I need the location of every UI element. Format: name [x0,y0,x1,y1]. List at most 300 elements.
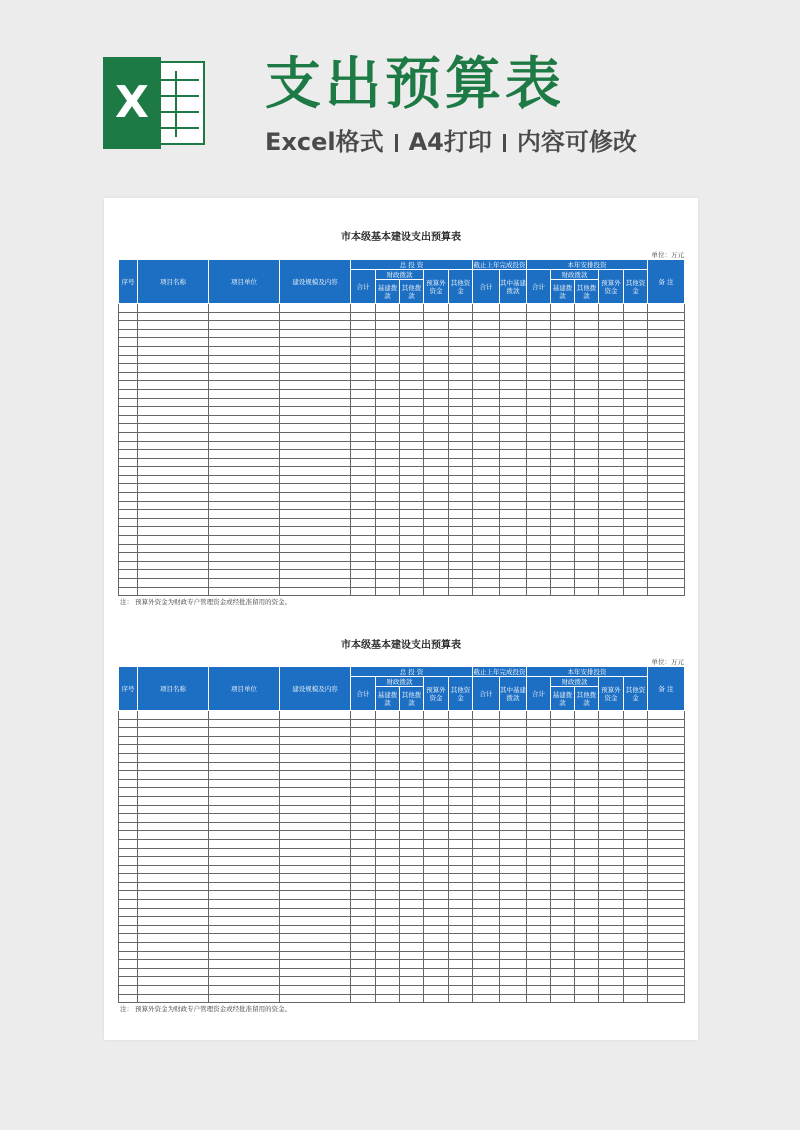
table-cell[interactable] [400,934,424,943]
table-cell[interactable] [551,831,575,840]
table-cell[interactable] [400,711,424,720]
table-cell[interactable] [624,968,648,977]
table-cell[interactable] [209,753,280,762]
table-cell[interactable] [280,814,351,823]
table-cell[interactable] [351,536,376,545]
table-cell[interactable] [138,321,209,330]
table-cell[interactable] [376,570,400,579]
table-cell[interactable] [599,728,624,737]
table-cell[interactable] [138,304,209,313]
table-cell[interactable] [648,432,685,441]
table-cell[interactable] [280,848,351,857]
table-cell[interactable] [551,934,575,943]
table-cell[interactable] [376,475,400,484]
table-cell[interactable] [280,587,351,596]
table-cell[interactable] [376,934,400,943]
table-cell[interactable] [648,822,685,831]
table-cell[interactable] [624,510,648,519]
table-cell[interactable] [376,415,400,424]
table-cell[interactable] [624,441,648,450]
table-cell[interactable] [648,407,685,416]
table-cell[interactable] [209,900,280,909]
table-cell[interactable] [624,561,648,570]
table-cell[interactable] [376,960,400,969]
table-cell[interactable] [280,711,351,720]
table-cell[interactable] [449,728,473,737]
table-cell[interactable] [209,994,280,1003]
table-cell[interactable] [551,728,575,737]
table-cell[interactable] [119,510,138,519]
table-cell[interactable] [209,579,280,588]
table-cell[interactable] [500,822,527,831]
table-cell[interactable] [424,407,449,416]
table-cell[interactable] [376,788,400,797]
table-cell[interactable] [351,711,376,720]
table-cell[interactable] [527,994,551,1003]
table-cell[interactable] [473,719,500,728]
table-cell[interactable] [138,561,209,570]
table-cell[interactable] [551,587,575,596]
table-cell[interactable] [599,779,624,788]
table-cell[interactable] [280,908,351,917]
table-cell[interactable] [400,493,424,502]
table-cell[interactable] [351,338,376,347]
table-cell[interactable] [424,579,449,588]
table-cell[interactable] [648,900,685,909]
table-cell[interactable] [648,450,685,459]
table-cell[interactable] [500,372,527,381]
table-cell[interactable] [400,977,424,986]
table-cell[interactable] [351,925,376,934]
table-cell[interactable] [424,805,449,814]
table-cell[interactable] [599,762,624,771]
table-cell[interactable] [449,475,473,484]
table-cell[interactable] [449,321,473,330]
table-cell[interactable] [500,329,527,338]
table-cell[interactable] [449,579,473,588]
table-cell[interactable] [280,570,351,579]
table-cell[interactable] [424,943,449,952]
table-cell[interactable] [119,951,138,960]
table-cell[interactable] [599,346,624,355]
table-cell[interactable] [119,467,138,476]
table-cell[interactable] [280,407,351,416]
table-cell[interactable] [500,814,527,823]
table-cell[interactable] [376,994,400,1003]
table-cell[interactable] [624,779,648,788]
table-cell[interactable] [648,372,685,381]
table-cell[interactable] [599,891,624,900]
table-cell[interactable] [138,934,209,943]
table-cell[interactable] [376,745,400,754]
table-cell[interactable] [575,839,599,848]
table-cell[interactable] [209,745,280,754]
table-cell[interactable] [351,857,376,866]
table-cell[interactable] [500,346,527,355]
table-cell[interactable] [575,925,599,934]
table-cell[interactable] [624,977,648,986]
table-cell[interactable] [648,338,685,347]
table-cell[interactable] [624,925,648,934]
table-cell[interactable] [624,711,648,720]
table-cell[interactable] [424,882,449,891]
table-cell[interactable] [449,415,473,424]
table-cell[interactable] [575,822,599,831]
table-cell[interactable] [599,355,624,364]
table-cell[interactable] [351,441,376,450]
table-cell[interactable] [624,518,648,527]
table-cell[interactable] [449,908,473,917]
table-cell[interactable] [119,900,138,909]
table-cell[interactable] [424,338,449,347]
table-cell[interactable] [527,788,551,797]
table-cell[interactable] [599,736,624,745]
table-cell[interactable] [376,510,400,519]
table-cell[interactable] [527,321,551,330]
table-cell[interactable] [575,389,599,398]
table-cell[interactable] [551,553,575,562]
table-cell[interactable] [500,986,527,995]
table-cell[interactable] [351,753,376,762]
table-cell[interactable] [527,450,551,459]
table-cell[interactable] [280,805,351,814]
table-cell[interactable] [575,432,599,441]
table-cell[interactable] [648,389,685,398]
table-cell[interactable] [138,925,209,934]
table-cell[interactable] [551,839,575,848]
table-cell[interactable] [119,432,138,441]
table-cell[interactable] [449,381,473,390]
table-cell[interactable] [500,900,527,909]
table-cell[interactable] [449,796,473,805]
table-cell[interactable] [473,771,500,780]
table-cell[interactable] [449,771,473,780]
table-cell[interactable] [119,753,138,762]
table-cell[interactable] [500,857,527,866]
table-cell[interactable] [551,865,575,874]
table-cell[interactable] [119,312,138,321]
table-cell[interactable] [400,364,424,373]
table-cell[interactable] [449,762,473,771]
table-cell[interactable] [624,943,648,952]
table-cell[interactable] [400,553,424,562]
table-cell[interactable] [500,805,527,814]
table-cell[interactable] [351,986,376,995]
table-cell[interactable] [280,788,351,797]
table-cell[interactable] [119,968,138,977]
table-cell[interactable] [527,544,551,553]
table-cell[interactable] [400,805,424,814]
table-cell[interactable] [648,501,685,510]
table-cell[interactable] [376,728,400,737]
table-cell[interactable] [527,312,551,321]
table-cell[interactable] [209,925,280,934]
table-cell[interactable] [648,839,685,848]
table-cell[interactable] [209,407,280,416]
table-cell[interactable] [351,788,376,797]
table-cell[interactable] [599,398,624,407]
table-cell[interactable] [351,467,376,476]
table-cell[interactable] [424,977,449,986]
table-cell[interactable] [424,779,449,788]
table-cell[interactable] [575,312,599,321]
table-cell[interactable] [527,960,551,969]
table-cell[interactable] [624,882,648,891]
table-cell[interactable] [138,728,209,737]
table-cell[interactable] [551,908,575,917]
table-cell[interactable] [138,891,209,900]
table-cell[interactable] [648,736,685,745]
table-cell[interactable] [376,484,400,493]
table-cell[interactable] [551,745,575,754]
table-cell[interactable] [473,510,500,519]
table-cell[interactable] [624,587,648,596]
table-cell[interactable] [424,917,449,926]
table-cell[interactable] [527,561,551,570]
table-cell[interactable] [551,407,575,416]
table-cell[interactable] [599,527,624,536]
table-cell[interactable] [119,450,138,459]
table-cell[interactable] [648,458,685,467]
table-cell[interactable] [551,415,575,424]
table-cell[interactable] [500,960,527,969]
table-cell[interactable] [527,986,551,995]
table-cell[interactable] [280,458,351,467]
table-cell[interactable] [473,407,500,416]
table-cell[interactable] [624,338,648,347]
table-cell[interactable] [473,389,500,398]
table-cell[interactable] [473,943,500,952]
table-cell[interactable] [449,553,473,562]
table-cell[interactable] [209,381,280,390]
table-cell[interactable] [599,312,624,321]
table-cell[interactable] [599,814,624,823]
table-cell[interactable] [500,398,527,407]
table-cell[interactable] [624,355,648,364]
table-cell[interactable] [527,536,551,545]
table-cell[interactable] [599,544,624,553]
table-cell[interactable] [575,475,599,484]
table-cell[interactable] [551,570,575,579]
table-cell[interactable] [500,312,527,321]
table-cell[interactable] [119,762,138,771]
table-cell[interactable] [527,475,551,484]
table-cell[interactable] [138,467,209,476]
table-cell[interactable] [500,977,527,986]
table-cell[interactable] [527,900,551,909]
table-cell[interactable] [376,943,400,952]
table-cell[interactable] [624,822,648,831]
table-cell[interactable] [138,415,209,424]
table-cell[interactable] [551,917,575,926]
table-cell[interactable] [648,579,685,588]
table-cell[interactable] [280,432,351,441]
table-cell[interactable] [424,788,449,797]
table-cell[interactable] [648,553,685,562]
table-cell[interactable] [209,458,280,467]
table-cell[interactable] [209,364,280,373]
table-cell[interactable] [473,762,500,771]
table-cell[interactable] [527,882,551,891]
table-cell[interactable] [424,346,449,355]
table-cell[interactable] [280,304,351,313]
table-cell[interactable] [551,467,575,476]
table-cell[interactable] [424,925,449,934]
table-cell[interactable] [624,527,648,536]
table-cell[interactable] [119,874,138,883]
table-cell[interactable] [424,304,449,313]
table-cell[interactable] [575,848,599,857]
table-cell[interactable] [351,329,376,338]
table-cell[interactable] [424,771,449,780]
table-cell[interactable] [599,711,624,720]
table-cell[interactable] [138,857,209,866]
table-cell[interactable] [527,943,551,952]
table-cell[interactable] [351,579,376,588]
table-cell[interactable] [575,753,599,762]
table-cell[interactable] [624,424,648,433]
table-cell[interactable] [500,475,527,484]
table-cell[interactable] [575,579,599,588]
table-cell[interactable] [280,839,351,848]
table-cell[interactable] [351,484,376,493]
table-cell[interactable] [500,415,527,424]
table-cell[interactable] [449,501,473,510]
table-cell[interactable] [376,736,400,745]
table-cell[interactable] [424,527,449,536]
table-cell[interactable] [424,493,449,502]
table-cell[interactable] [473,346,500,355]
table-cell[interactable] [209,372,280,381]
table-cell[interactable] [500,501,527,510]
table-cell[interactable] [648,796,685,805]
table-cell[interactable] [500,587,527,596]
table-cell[interactable] [473,736,500,745]
table-cell[interactable] [351,544,376,553]
table-cell[interactable] [500,711,527,720]
table-cell[interactable] [138,900,209,909]
table-cell[interactable] [527,355,551,364]
table-cell[interactable] [648,518,685,527]
table-cell[interactable] [500,553,527,562]
table-cell[interactable] [424,424,449,433]
table-cell[interactable] [280,719,351,728]
table-cell[interactable] [449,839,473,848]
table-cell[interactable] [209,441,280,450]
table-cell[interactable] [449,805,473,814]
table-cell[interactable] [351,831,376,840]
table-cell[interactable] [449,736,473,745]
table-cell[interactable] [376,424,400,433]
table-cell[interactable] [599,934,624,943]
table-cell[interactable] [376,527,400,536]
table-cell[interactable] [449,925,473,934]
table-cell[interactable] [500,908,527,917]
table-cell[interactable] [551,848,575,857]
table-cell[interactable] [376,389,400,398]
table-cell[interactable] [648,779,685,788]
table-cell[interactable] [138,986,209,995]
table-cell[interactable] [575,484,599,493]
table-cell[interactable] [280,329,351,338]
table-cell[interactable] [400,415,424,424]
table-cell[interactable] [209,570,280,579]
table-cell[interactable] [209,736,280,745]
table-cell[interactable] [280,475,351,484]
table-cell[interactable] [575,467,599,476]
table-cell[interactable] [624,364,648,373]
table-cell[interactable] [527,432,551,441]
table-cell[interactable] [500,771,527,780]
table-cell[interactable] [449,874,473,883]
table-cell[interactable] [473,338,500,347]
table-cell[interactable] [575,407,599,416]
table-cell[interactable] [119,587,138,596]
table-cell[interactable] [280,857,351,866]
table-cell[interactable] [376,381,400,390]
table-cell[interactable] [424,728,449,737]
table-cell[interactable] [351,346,376,355]
table-cell[interactable] [138,493,209,502]
table-cell[interactable] [209,398,280,407]
table-cell[interactable] [527,493,551,502]
table-cell[interactable] [473,805,500,814]
table-cell[interactable] [527,977,551,986]
table-cell[interactable] [624,321,648,330]
table-cell[interactable] [376,882,400,891]
table-cell[interactable] [473,415,500,424]
table-cell[interactable] [280,338,351,347]
table-cell[interactable] [351,977,376,986]
table-cell[interactable] [473,501,500,510]
table-cell[interactable] [551,329,575,338]
table-cell[interactable] [500,891,527,900]
table-cell[interactable] [280,891,351,900]
table-cell[interactable] [138,762,209,771]
table-cell[interactable] [551,960,575,969]
table-cell[interactable] [527,805,551,814]
table-cell[interactable] [138,839,209,848]
table-cell[interactable] [119,561,138,570]
table-cell[interactable] [551,372,575,381]
table-cell[interactable] [119,415,138,424]
table-cell[interactable] [400,771,424,780]
table-cell[interactable] [599,900,624,909]
table-cell[interactable] [599,424,624,433]
table-cell[interactable] [424,450,449,459]
table-cell[interactable] [624,389,648,398]
table-cell[interactable] [449,891,473,900]
table-cell[interactable] [376,753,400,762]
table-cell[interactable] [575,329,599,338]
table-cell[interactable] [351,407,376,416]
table-cell[interactable] [138,398,209,407]
table-cell[interactable] [473,779,500,788]
table-cell[interactable] [376,711,400,720]
table-cell[interactable] [648,865,685,874]
table-cell[interactable] [575,355,599,364]
table-cell[interactable] [449,943,473,952]
table-cell[interactable] [599,415,624,424]
table-cell[interactable] [376,822,400,831]
table-cell[interactable] [575,304,599,313]
table-cell[interactable] [648,475,685,484]
table-cell[interactable] [424,475,449,484]
table-cell[interactable] [473,544,500,553]
table-cell[interactable] [400,389,424,398]
table-cell[interactable] [138,994,209,1003]
table-cell[interactable] [119,934,138,943]
